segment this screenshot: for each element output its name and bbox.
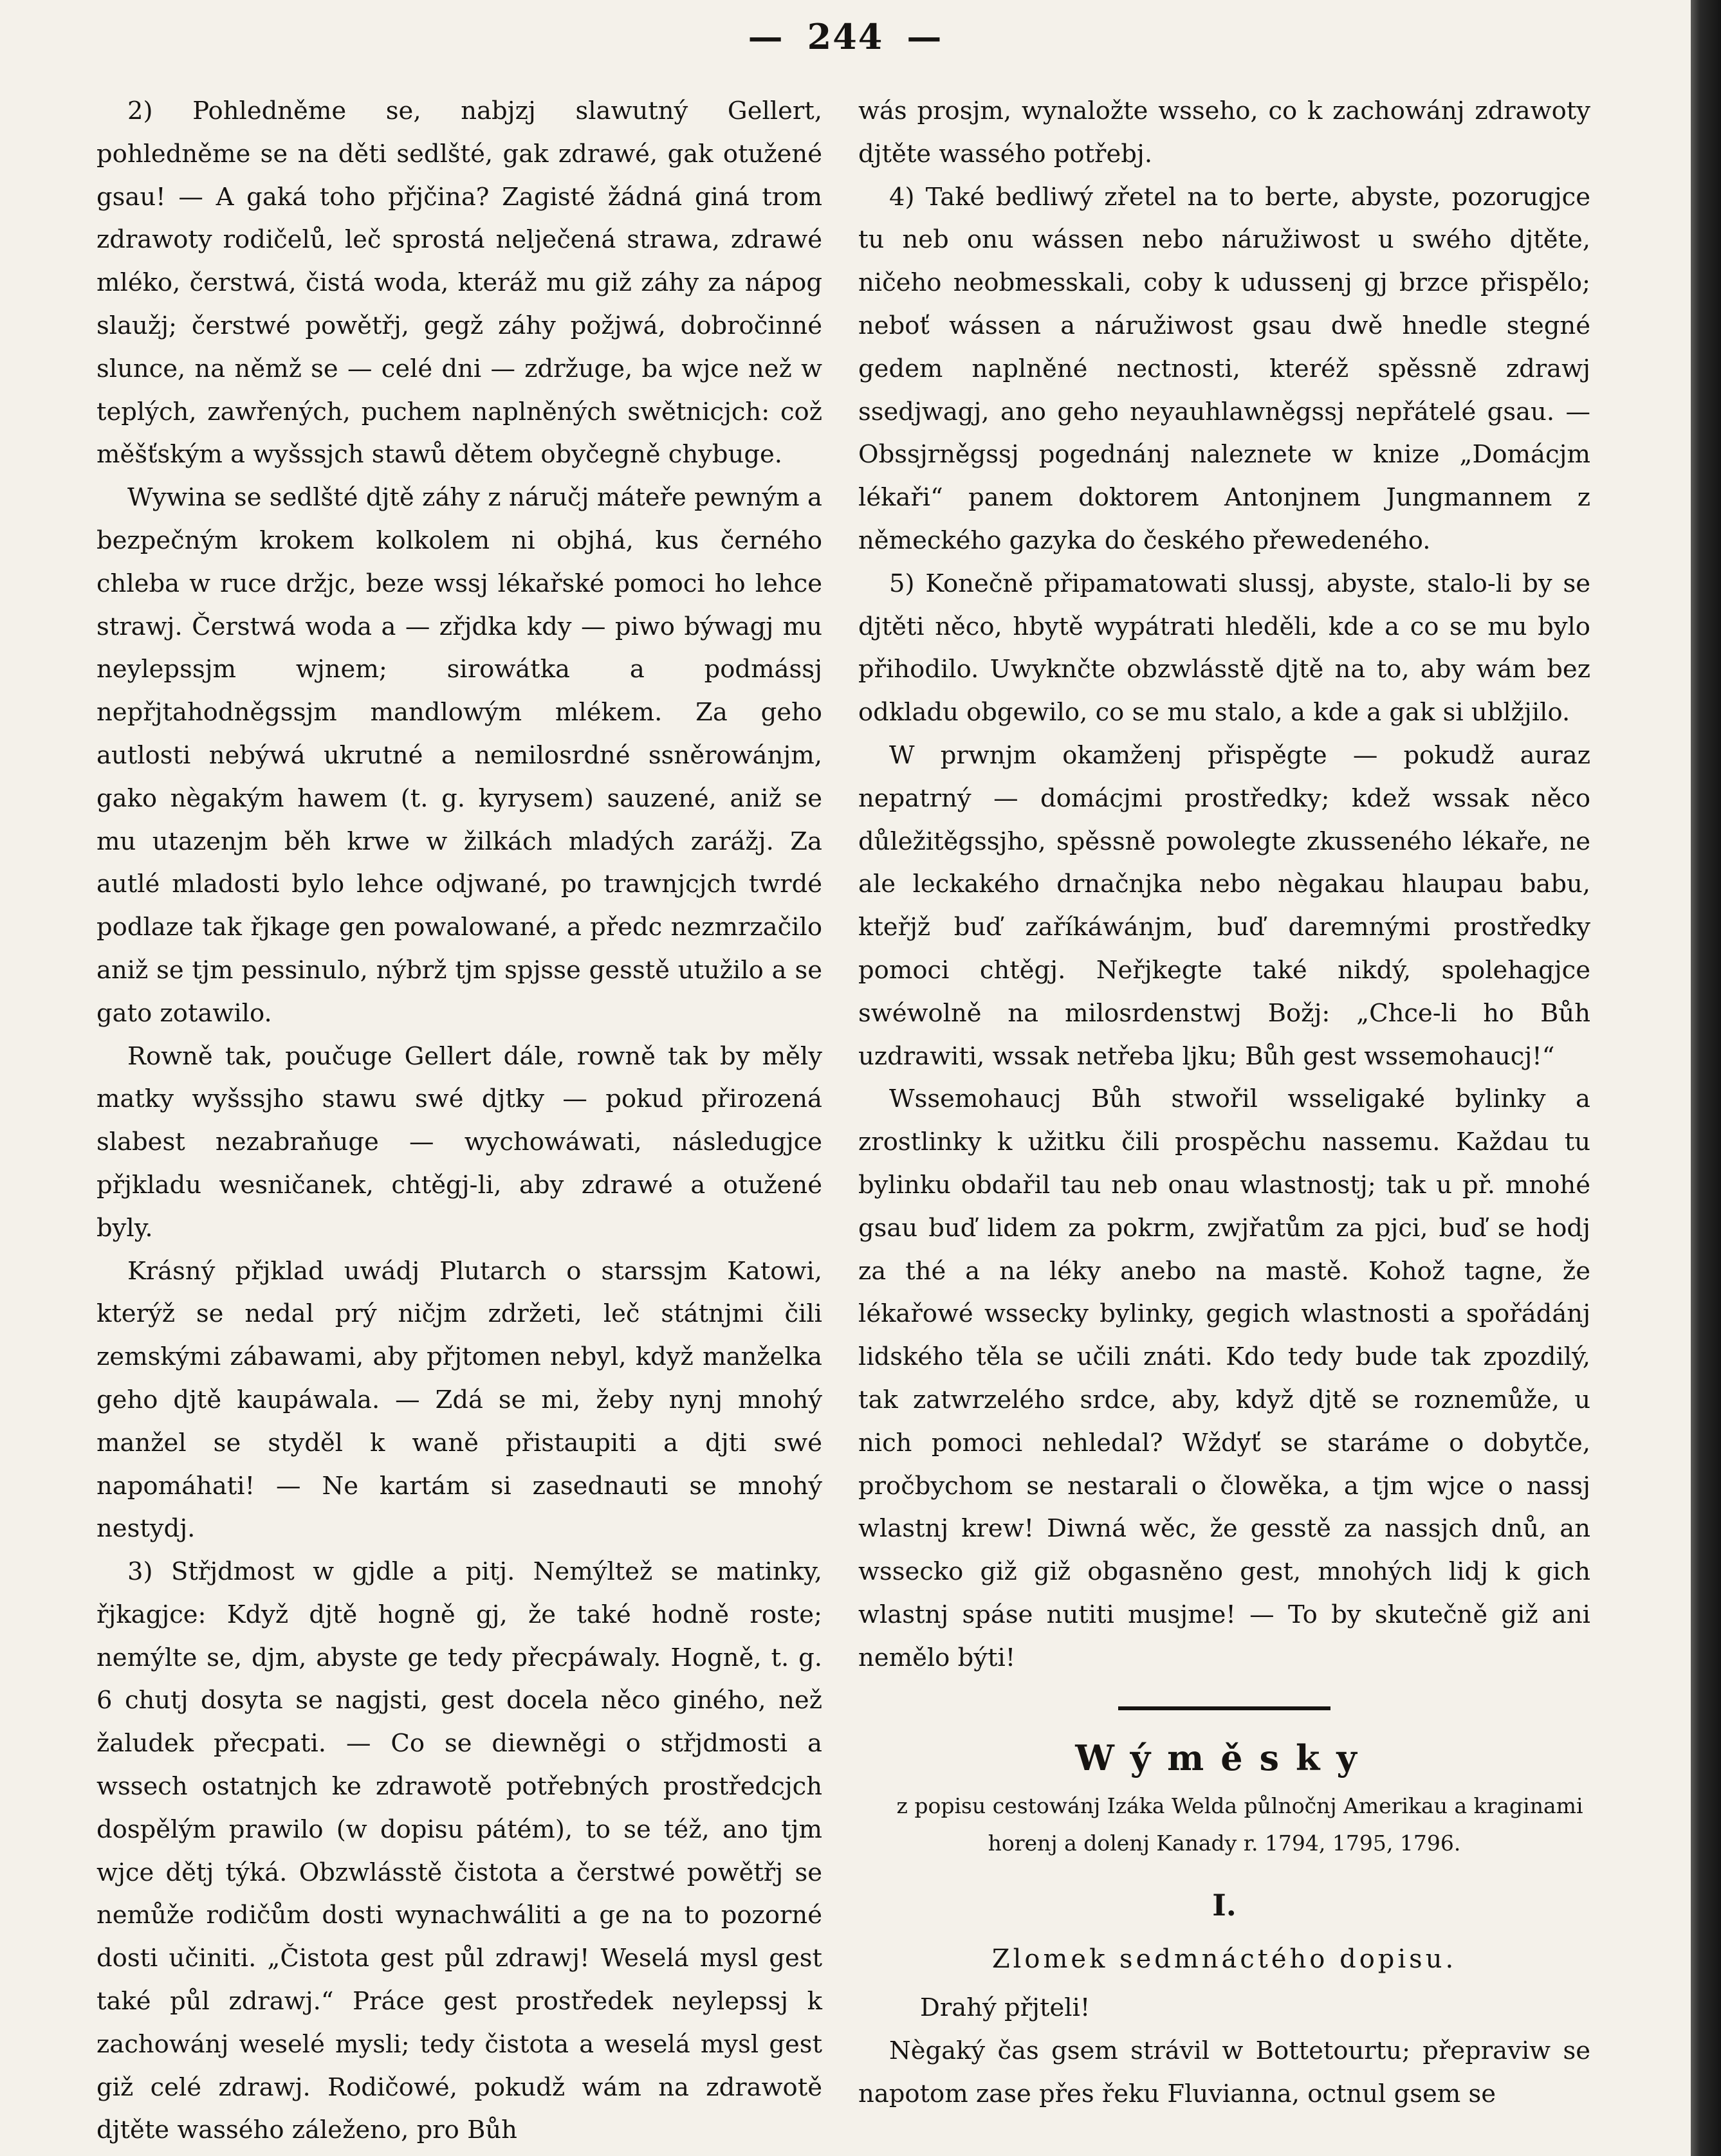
appendix-title: Wýměsky — [1075, 1737, 1374, 1779]
paragraph-mothers-example: Rowně tak, poučuge Gellert dále, rowně tak by měly matky wyšssjho stawu swé djtky — pokud přirozená slabest nezabraňuge — wychowáwati, následugjce přjkladu wesničanek, chtěgj-li, aby zdrawé a otužené byly. — [97, 1041, 822, 1243]
left-column — [97, 90, 822, 2145]
letter-body: Nègaký čas gsem strávil w Bottetourtu; přepraviw se napotom zase přes řeku Fluvianna, octnul gsem se — [858, 2036, 1590, 2109]
paragraph-moderation-in-food: 3) Střjdmost w gjdle a pitj. Nemýltež se matinky, řjkagjce: Když djtě hogně gj, že také hodně roste; nemýlte se, djm, abyste ge tedy přecpáwaly. Hogně, t. g. 6 chutj dosyta se nagjsti, gest docela něco giného, než žaludek přecpati. — Co se diewněgi o střjdmosti a wssech ostatnjch ke zdrawotě potřebných prostředcjch dospělým prawilo (w dopisu pátém), to se též, ano tjm wjce dětj týká. Obzwlásstě čistota a čerstwé powětřj se nemůže rodičům dosti wynachwáliti a ge na to pozorné dosti učiniti. „Čistota gest půl zdrawj! Weselá mysl gest také půl zdrawj.“ Práce gest prostředek neylepssj k zachowánj weselé mysli; tedy čistota a weselá mysl gest giž celé zdrawj. Rodičowé, pokudž wám na zdrawotě djtěte wassého záleženo, pro Bůh — [97, 1557, 822, 2145]
paragraph-accidents: 5) Konečně připamatowati slussj, abyste, stalo-li by se djtěti něco, hbytě wypátrati hleděli, kde a co se mu bylo přihodilo. Uwyknčte obzwlásstě djtě na to, aby wám bez odkladu obgewilo, co se mu stalo, a kde a gak si ublžjilo. — [858, 569, 1590, 727]
scan-page-edge — [1691, 0, 1721, 2156]
paragraph-passions-warning: 4) Také bedliwý zřetel na to berte, abyste, pozorugjce tu neb onu wássen nebo náružiwost u swého djtěte, ničeho neobmesskali, coby k udussenj gj brzce přispělo; neboť wássen a náružiwost gsau dwě hnedle stegné gedem naplněné nectnosti, kteréž spěssně zdrawj ssedjwagj, ano geho neyauhlawněgssj nepřátelé gsau. — Obssjrněgssj pogednánj naleznete w knize „Domácjm lékaři“ panem doktorem Antonjnem Jungmannem z německého gazyka do českého přewedeného. — [858, 182, 1590, 555]
right-column — [858, 90, 1590, 2109]
header-dash-left: — — [748, 16, 784, 57]
paragraph-health-of-peasant-children: 2) Pohledněme se, nabjzj slawutný Gellert, pohledněme se na děti sedlšté, gak zdrawé, gak otužené gsau! — A gaká toho přjčina? Zagisté žádná giná trom zdrawoty rodičelů, leč sprostá nelječená strawa, zdrawé mléko, čerstwá, čistá woda, kteráž mu giž záhy za nápog slaužj; čerstwé powětřj, gegž záhy požjwá, dobročinné slunce, na němž se — celé dni — zdržuge, ba wjce než w teplých, zawřených, puchem naplněných swětnicjch: což měšťským a wyšssjch stawů dětem obyčegně chybuge. — [97, 96, 822, 470]
appendix-subtitle: z popisu cestowánj Izáka Welda půlnočnj Amerikau a kraginami horenj a dolenj Kanady r. 1794, 1795, 1796. — [896, 1793, 1583, 1856]
paragraph-continuation: wás prosjm, wynaložte wsseho, co k zachowánj zdrawoty djtěte wassého potřebj. — [858, 96, 1590, 169]
page-header — [0, 14, 1691, 59]
paragraph-peasant-child-upbringing: Wywina se sedlšté djtě záhy z náručj máteře pewným a bezpečným krokem kolkolem ni objhá, kus černého chleba w ruce držjc, beze wssj lékařské pomoci ho lehce strawj. Čerstwá woda a — zřjdka kdy — piwo býwagj mu neylepssjm wjnem; sirowátka a podmássj nepřjtahodněgssjm mandlowým mlékem. Za geho autlosti nebýwá ukrutné a nemilosrdné ssněrowánjm, gako nègakým hawem (t. g. kyrysem) sauzené, aniž se mu utazenjm běh krwe w žilkách mladých zarážj. Za autlé mladosti bylo lehce odjwané, po trawnjcjch twrdé podlaze tak řjkage gen powalowané, a předc nezmrzačilo aniž se tjm pessinulo, nýbrž tjm spjsse gesstě utužilo a se gato zotawilo. — [97, 483, 822, 1028]
paragraph-first-aid: W prwnjm okamženj přispěgte — pokudž auraz nepatrný — domácjmi prostředky; kdež wssak něco důležitěgssjho, spěssně powolegte zkusseného lékaře, ne ale leckakého drnačnjka nebo nègakau hlaupau babu, kteřjž buď zaříkáwánjm, buď daremnými prostředky pomoci chtěgj. Neřjkegte také nikdý, spolehagjce swéwolně na milosrdenstwj Božj: „Chce-li ho Bůh uzdrawiti, wssak netřeba ljku; Bůh gest wssemohaucj!“ — [858, 740, 1590, 1071]
appendix-roman-numeral: I. — [1212, 1888, 1237, 1923]
page-number: 244 — [807, 16, 884, 57]
paragraph-plutarch-example: Krásný přjklad uwádj Plutarch o starssjm Katowi, kterýž se nedal prý ničjm zdržeti, leč státnjmi čili zemskými zábawami, aby přjtomen nebyl, když manželka geho djtě kaupáwala. — Zdá se mi, žeby nynj mnohý manžel se styděl k waně přistaupiti a djti swé napomáhati! — Ne kartám si zasednauti se mnohý nestydj. — [97, 1256, 822, 1544]
section-divider — [1118, 1706, 1330, 1710]
header-dash-right: — — [907, 16, 943, 57]
letter-salutation: Drahý přjteli! — [920, 1993, 1091, 2023]
letter-title: Zlomek sedmnáctého dopisu. — [991, 1944, 1457, 1975]
paragraph-herbs-and-doctors: Wssemohaucj Bůh stwořil wsseligaké bylinky a zrostlinky k užitku čili prospěchu nassemu. Každau tu bylinku obdařil tau neb onau wlastnostj; tak u př. mnohé gsau buď lidem za pokrm, zwjřatům za pjci, buď se hodj za thé a na léky anebo na mastě. Kohož tagne, že lékařowé wssecky bylinky, gegich wlastnosti a spořádánj lidského těla se učili znáti. Kdo tedy bude tak zpozdilý, tak zatwrzelého srdce, aby, když djtě se roznemůže, u nich pomoci nehledal? Wždyť se staráme o dobytče, pročbychom se nestarali o člowěka, a tjm wjce o nassj wlastnj krew! Diwná wěc, že gesstě za nassjch dnů, an wssecko giž giž obgasněno gest, mnohých lidj k gich wlastnj spáse nutiti musjme! — To by skutečně giž ani nemělo býti! — [858, 1084, 1590, 1672]
